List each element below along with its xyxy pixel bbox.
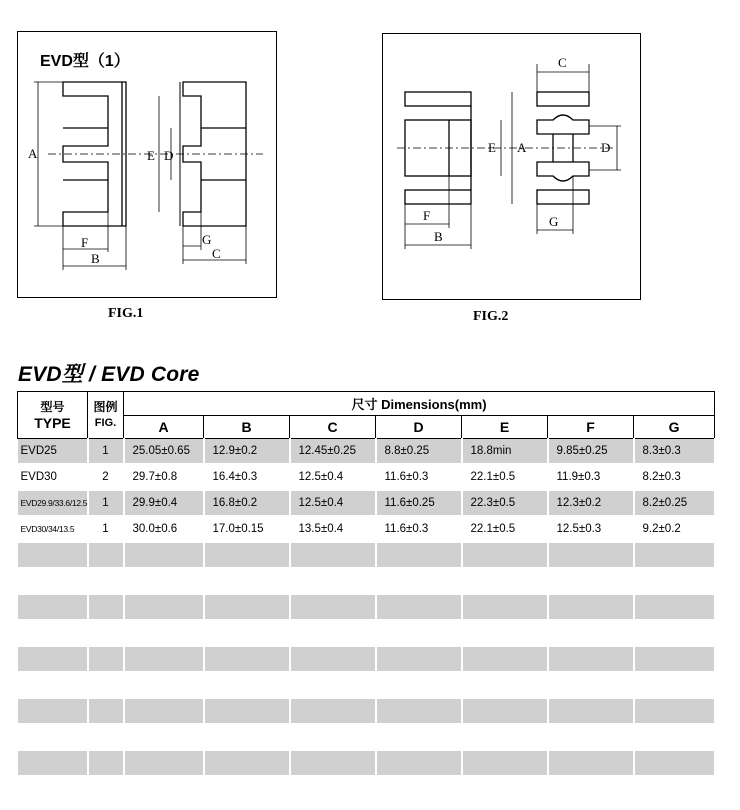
header-type bbox=[18, 392, 88, 439]
empty-cell bbox=[548, 594, 634, 620]
empty-cell bbox=[376, 542, 462, 568]
column-header-g: G bbox=[634, 416, 715, 439]
empty-cell bbox=[88, 724, 124, 750]
column-header-f: F bbox=[548, 416, 634, 439]
cell-e: 18.8min bbox=[462, 439, 548, 465]
cell-f: 11.9±0.3 bbox=[548, 464, 634, 490]
empty-cell bbox=[124, 698, 204, 724]
empty-cell bbox=[548, 724, 634, 750]
empty-table-row bbox=[18, 568, 715, 594]
empty-cell bbox=[18, 750, 88, 776]
empty-cell bbox=[18, 698, 88, 724]
cell-fig: 1 bbox=[88, 516, 124, 542]
empty-cell bbox=[634, 724, 715, 750]
cell-a: 30.0±0.6 bbox=[124, 516, 204, 542]
fig2-label-f: F bbox=[423, 208, 431, 223]
empty-cell bbox=[462, 724, 548, 750]
header-dimensions: 尺寸 Dimensions(mm) bbox=[124, 392, 715, 416]
empty-cell bbox=[376, 750, 462, 776]
empty-cell bbox=[124, 568, 204, 594]
empty-cell bbox=[462, 776, 548, 802]
empty-cell bbox=[88, 568, 124, 594]
empty-cell bbox=[462, 568, 548, 594]
empty-cell bbox=[88, 776, 124, 802]
empty-cell bbox=[124, 672, 204, 698]
empty-cell bbox=[548, 750, 634, 776]
empty-cell bbox=[376, 776, 462, 802]
cell-b: 16.4±0.3 bbox=[204, 464, 290, 490]
empty-cell bbox=[124, 542, 204, 568]
header-type-cn: 型号 bbox=[40, 400, 65, 414]
empty-table-row bbox=[18, 724, 715, 750]
empty-cell bbox=[88, 620, 124, 646]
empty-cell bbox=[462, 698, 548, 724]
empty-cell bbox=[462, 542, 548, 568]
column-header-a: A bbox=[124, 416, 204, 439]
empty-cell bbox=[634, 750, 715, 776]
fig2-label-b: B bbox=[434, 229, 443, 244]
cell-c: 13.5±0.4 bbox=[290, 516, 376, 542]
empty-cell bbox=[204, 542, 290, 568]
empty-cell bbox=[634, 672, 715, 698]
table-row bbox=[18, 464, 715, 490]
figure-2-box bbox=[382, 33, 641, 300]
cell-fig: 2 bbox=[88, 464, 124, 490]
empty-table-row bbox=[18, 698, 715, 724]
fig1-label-c: C bbox=[212, 246, 221, 261]
empty-cell bbox=[548, 776, 634, 802]
empty-cell bbox=[124, 776, 204, 802]
cell-g: 8.3±0.3 bbox=[634, 439, 715, 465]
fig2-label-g: G bbox=[549, 214, 559, 229]
empty-cell bbox=[634, 542, 715, 568]
fig2-label-a: A bbox=[517, 140, 527, 155]
cell-type: EVD30/34/13.5 bbox=[18, 516, 88, 542]
cell-c: 12.5±0.4 bbox=[290, 464, 376, 490]
empty-cell bbox=[376, 594, 462, 620]
empty-cell bbox=[88, 594, 124, 620]
empty-cell bbox=[124, 594, 204, 620]
dimensions-table bbox=[17, 391, 716, 803]
empty-cell bbox=[290, 620, 376, 646]
empty-cell bbox=[204, 594, 290, 620]
empty-cell bbox=[124, 724, 204, 750]
cell-b: 17.0±0.15 bbox=[204, 516, 290, 542]
cell-f: 12.5±0.3 bbox=[548, 516, 634, 542]
cell-a: 29.9±0.4 bbox=[124, 490, 204, 516]
cell-g: 9.2±0.2 bbox=[634, 516, 715, 542]
empty-cell bbox=[462, 594, 548, 620]
empty-cell bbox=[290, 568, 376, 594]
empty-cell bbox=[204, 620, 290, 646]
empty-cell bbox=[376, 698, 462, 724]
empty-cell bbox=[18, 620, 88, 646]
empty-cell bbox=[290, 724, 376, 750]
empty-cell bbox=[204, 568, 290, 594]
fig1-label-b: B bbox=[91, 251, 100, 266]
empty-cell bbox=[548, 646, 634, 672]
empty-cell bbox=[290, 776, 376, 802]
empty-cell bbox=[634, 620, 715, 646]
empty-cell bbox=[88, 672, 124, 698]
empty-cell bbox=[18, 672, 88, 698]
cell-b: 12.9±0.2 bbox=[204, 439, 290, 465]
empty-cell bbox=[290, 594, 376, 620]
header-fig bbox=[88, 392, 124, 439]
cell-fig: 1 bbox=[88, 490, 124, 516]
figure-1-title: EVD型（1） bbox=[40, 53, 130, 70]
fig1-label-e: E bbox=[147, 148, 155, 163]
empty-cell bbox=[462, 646, 548, 672]
figure-1-box bbox=[17, 31, 277, 298]
empty-cell bbox=[634, 646, 715, 672]
empty-table-row bbox=[18, 776, 715, 802]
empty-table-row bbox=[18, 594, 715, 620]
fig1-label-f: F bbox=[81, 235, 89, 250]
empty-cell bbox=[204, 672, 290, 698]
column-header-e: E bbox=[462, 416, 548, 439]
cell-g: 8.2±0.25 bbox=[634, 490, 715, 516]
header-fig-en: FIG. bbox=[94, 417, 117, 429]
empty-cell bbox=[88, 750, 124, 776]
cell-fig: 1 bbox=[88, 439, 124, 465]
empty-cell bbox=[290, 750, 376, 776]
fig1-label-a: A bbox=[28, 146, 38, 161]
empty-cell bbox=[124, 620, 204, 646]
cell-e: 22.1±0.5 bbox=[462, 516, 548, 542]
empty-cell bbox=[290, 542, 376, 568]
empty-cell bbox=[204, 776, 290, 802]
empty-cell bbox=[548, 672, 634, 698]
figure-1-caption: FIG.1 bbox=[108, 306, 144, 321]
empty-cell bbox=[204, 724, 290, 750]
cell-f: 12.3±0.2 bbox=[548, 490, 634, 516]
empty-cell bbox=[290, 698, 376, 724]
empty-cell bbox=[18, 594, 88, 620]
figure-2-caption: FIG.2 bbox=[473, 309, 509, 324]
table-row bbox=[18, 439, 715, 465]
empty-table-row bbox=[18, 646, 715, 672]
cell-e: 22.3±0.5 bbox=[462, 490, 548, 516]
empty-cell bbox=[124, 750, 204, 776]
fig1-label-g: G bbox=[202, 232, 212, 247]
table-row bbox=[18, 490, 715, 516]
empty-table-row bbox=[18, 542, 715, 568]
empty-cell bbox=[88, 542, 124, 568]
empty-cell bbox=[634, 698, 715, 724]
empty-cell bbox=[376, 646, 462, 672]
empty-cell bbox=[462, 750, 548, 776]
empty-cell bbox=[462, 620, 548, 646]
empty-cell bbox=[18, 776, 88, 802]
empty-cell bbox=[548, 620, 634, 646]
figure-1-drawing bbox=[18, 32, 276, 297]
empty-cell bbox=[376, 620, 462, 646]
table-row bbox=[18, 516, 715, 542]
figure-2-drawing bbox=[383, 34, 640, 299]
section-title: EVD型 / EVD Core bbox=[18, 363, 200, 386]
empty-cell bbox=[204, 646, 290, 672]
fig1-label-d: D bbox=[164, 148, 174, 163]
empty-cell bbox=[634, 594, 715, 620]
cell-d: 11.6±0.3 bbox=[376, 464, 462, 490]
fig2-label-e: E bbox=[488, 140, 496, 155]
empty-cell bbox=[204, 750, 290, 776]
fig2-label-d: D bbox=[601, 140, 611, 155]
empty-cell bbox=[18, 542, 88, 568]
cell-type: EVD25 bbox=[18, 439, 88, 465]
empty-cell bbox=[18, 568, 88, 594]
header-type-en: TYPE bbox=[34, 415, 71, 431]
column-header-c: C bbox=[290, 416, 376, 439]
cell-a: 25.05±0.65 bbox=[124, 439, 204, 465]
cell-b: 16.8±0.2 bbox=[204, 490, 290, 516]
empty-table-row bbox=[18, 750, 715, 776]
empty-cell bbox=[548, 568, 634, 594]
empty-cell bbox=[548, 698, 634, 724]
empty-cell bbox=[376, 672, 462, 698]
column-header-d: D bbox=[376, 416, 462, 439]
empty-cell bbox=[88, 646, 124, 672]
empty-cell bbox=[376, 724, 462, 750]
empty-cell bbox=[290, 672, 376, 698]
empty-cell bbox=[88, 698, 124, 724]
cell-type: EVD30 bbox=[18, 464, 88, 490]
empty-cell bbox=[124, 646, 204, 672]
empty-cell bbox=[462, 672, 548, 698]
empty-cell bbox=[634, 568, 715, 594]
cell-e: 22.1±0.5 bbox=[462, 464, 548, 490]
cell-c: 12.5±0.4 bbox=[290, 490, 376, 516]
cell-g: 8.2±0.3 bbox=[634, 464, 715, 490]
empty-table-row bbox=[18, 620, 715, 646]
column-header-b: B bbox=[204, 416, 290, 439]
cell-d: 11.6±0.25 bbox=[376, 490, 462, 516]
cell-d: 8.8±0.25 bbox=[376, 439, 462, 465]
empty-cell bbox=[634, 776, 715, 802]
empty-cell bbox=[204, 698, 290, 724]
cell-d: 11.6±0.3 bbox=[376, 516, 462, 542]
cell-type: EVD29.9/33.6/12.5 bbox=[18, 490, 88, 516]
cell-c: 12.45±0.25 bbox=[290, 439, 376, 465]
empty-cell bbox=[18, 646, 88, 672]
empty-cell bbox=[376, 568, 462, 594]
cell-f: 9.85±0.25 bbox=[548, 439, 634, 465]
empty-cell bbox=[290, 646, 376, 672]
empty-cell bbox=[548, 542, 634, 568]
empty-cell bbox=[18, 724, 88, 750]
empty-table-row bbox=[18, 672, 715, 698]
fig2-label-c: C bbox=[558, 55, 567, 70]
cell-a: 29.7±0.8 bbox=[124, 464, 204, 490]
header-fig-cn: 图例 bbox=[93, 400, 118, 414]
